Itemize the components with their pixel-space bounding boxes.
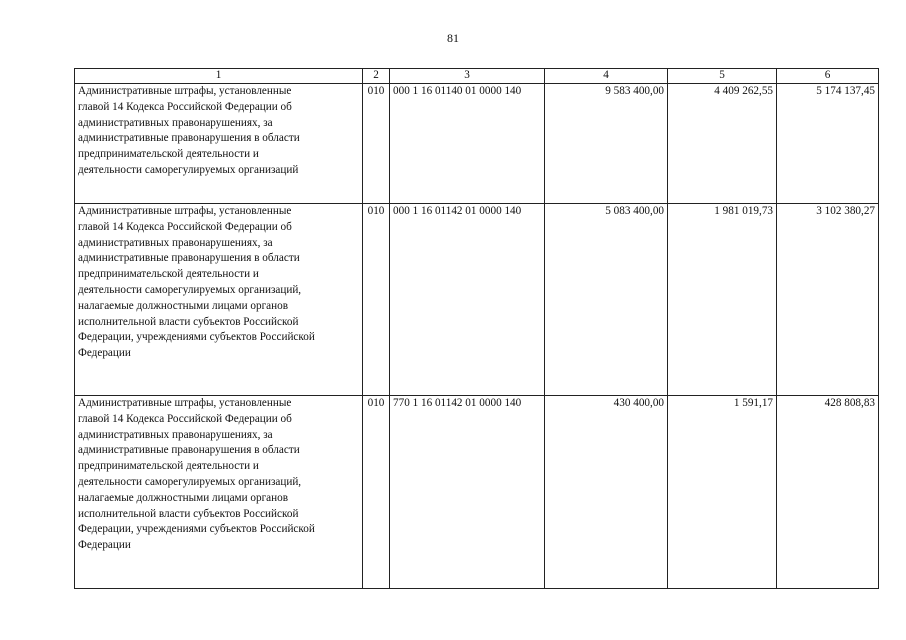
description-line: административные правонарушения в области [78,132,300,145]
amount-col5-cell: 1 591,17 [668,396,777,589]
description-line: административные правонарушения в области [78,252,300,265]
budget-table [74,68,879,589]
amount-col4-cell: 9 583 400,00 [545,84,668,204]
amount-col6-cell: 5 174 137,45 [777,84,879,204]
page-number: 81 [447,31,459,45]
description-line: налагаемые должностными лицами органов [78,299,289,312]
header-cell-2: 2 [363,69,390,84]
description-cell [75,396,363,589]
kbk-code-cell: 770 1 16 01142 01 0000 140 [390,396,545,589]
amount-col5-cell: 1 981 019,73 [668,204,777,396]
kbk-code-cell: 000 1 16 01142 01 0000 140 [390,204,545,396]
description-line: административные правонарушения в области [78,444,300,457]
header-cell-6: 6 [777,69,879,84]
description-line: Административные штрафы, установленные [78,205,292,217]
description-line: главой 14 Кодекса Российской Федерации об [78,220,292,233]
description-cell [75,84,363,204]
description-line: главой 14 Кодекса Российской Федерации об [78,412,292,425]
header-cell-3: 3 [390,69,545,84]
gr-code-cell: 010 [363,396,390,589]
description-line: предпринимательской деятельности и [78,460,259,473]
header-cell-1: 1 [75,69,363,84]
description-line: Федерации [78,539,131,552]
kbk-code-cell: 000 1 16 01140 01 0000 140 [390,84,545,204]
description-line: Федерации [78,347,131,360]
amount-col6-cell: 428 808,83 [777,396,879,589]
description-line: предпринимательской деятельности и [78,148,259,161]
description-line: исполнительной власти субъектов Российской [78,507,299,520]
table-row [75,396,879,589]
amount-col4-cell: 430 400,00 [545,396,668,589]
description-line: налагаемые должностными лицами органов [78,491,289,504]
description-line: административных правонарушениях, за [78,116,273,129]
description-line: Административные штрафы, установленные [78,85,292,97]
description-line: деятельности саморегулируемых организаций, [78,475,302,488]
description-line: деятельности саморегулируемых организаций [78,163,299,176]
header-row [75,69,879,84]
gr-code-cell: 010 [363,204,390,396]
description-line: предпринимательской деятельности и [78,268,259,281]
description-line: Федерации, учреждениями субъектов Российской [78,331,315,344]
header-cell-4: 4 [545,69,668,84]
description-line: деятельности саморегулируемых организаций, [78,283,302,296]
header-cell-5: 5 [668,69,777,84]
description-line: Административные штрафы, установленные [78,397,292,409]
description-line: административных правонарушениях, за [78,236,273,249]
description-line: Федерации, учреждениями субъектов Российской [78,523,315,536]
table-row [75,204,879,396]
amount-col6-cell: 3 102 380,27 [777,204,879,396]
description-line: главой 14 Кодекса Российской Федерации об [78,100,292,113]
description-line: административных правонарушениях, за [78,428,273,441]
description-cell [75,204,363,396]
amount-col5-cell: 4 409 262,55 [668,84,777,204]
table-row [75,84,879,204]
description-line: исполнительной власти субъектов Российской [78,315,299,328]
amount-col4-cell: 5 083 400,00 [545,204,668,396]
gr-code-cell: 010 [363,84,390,204]
